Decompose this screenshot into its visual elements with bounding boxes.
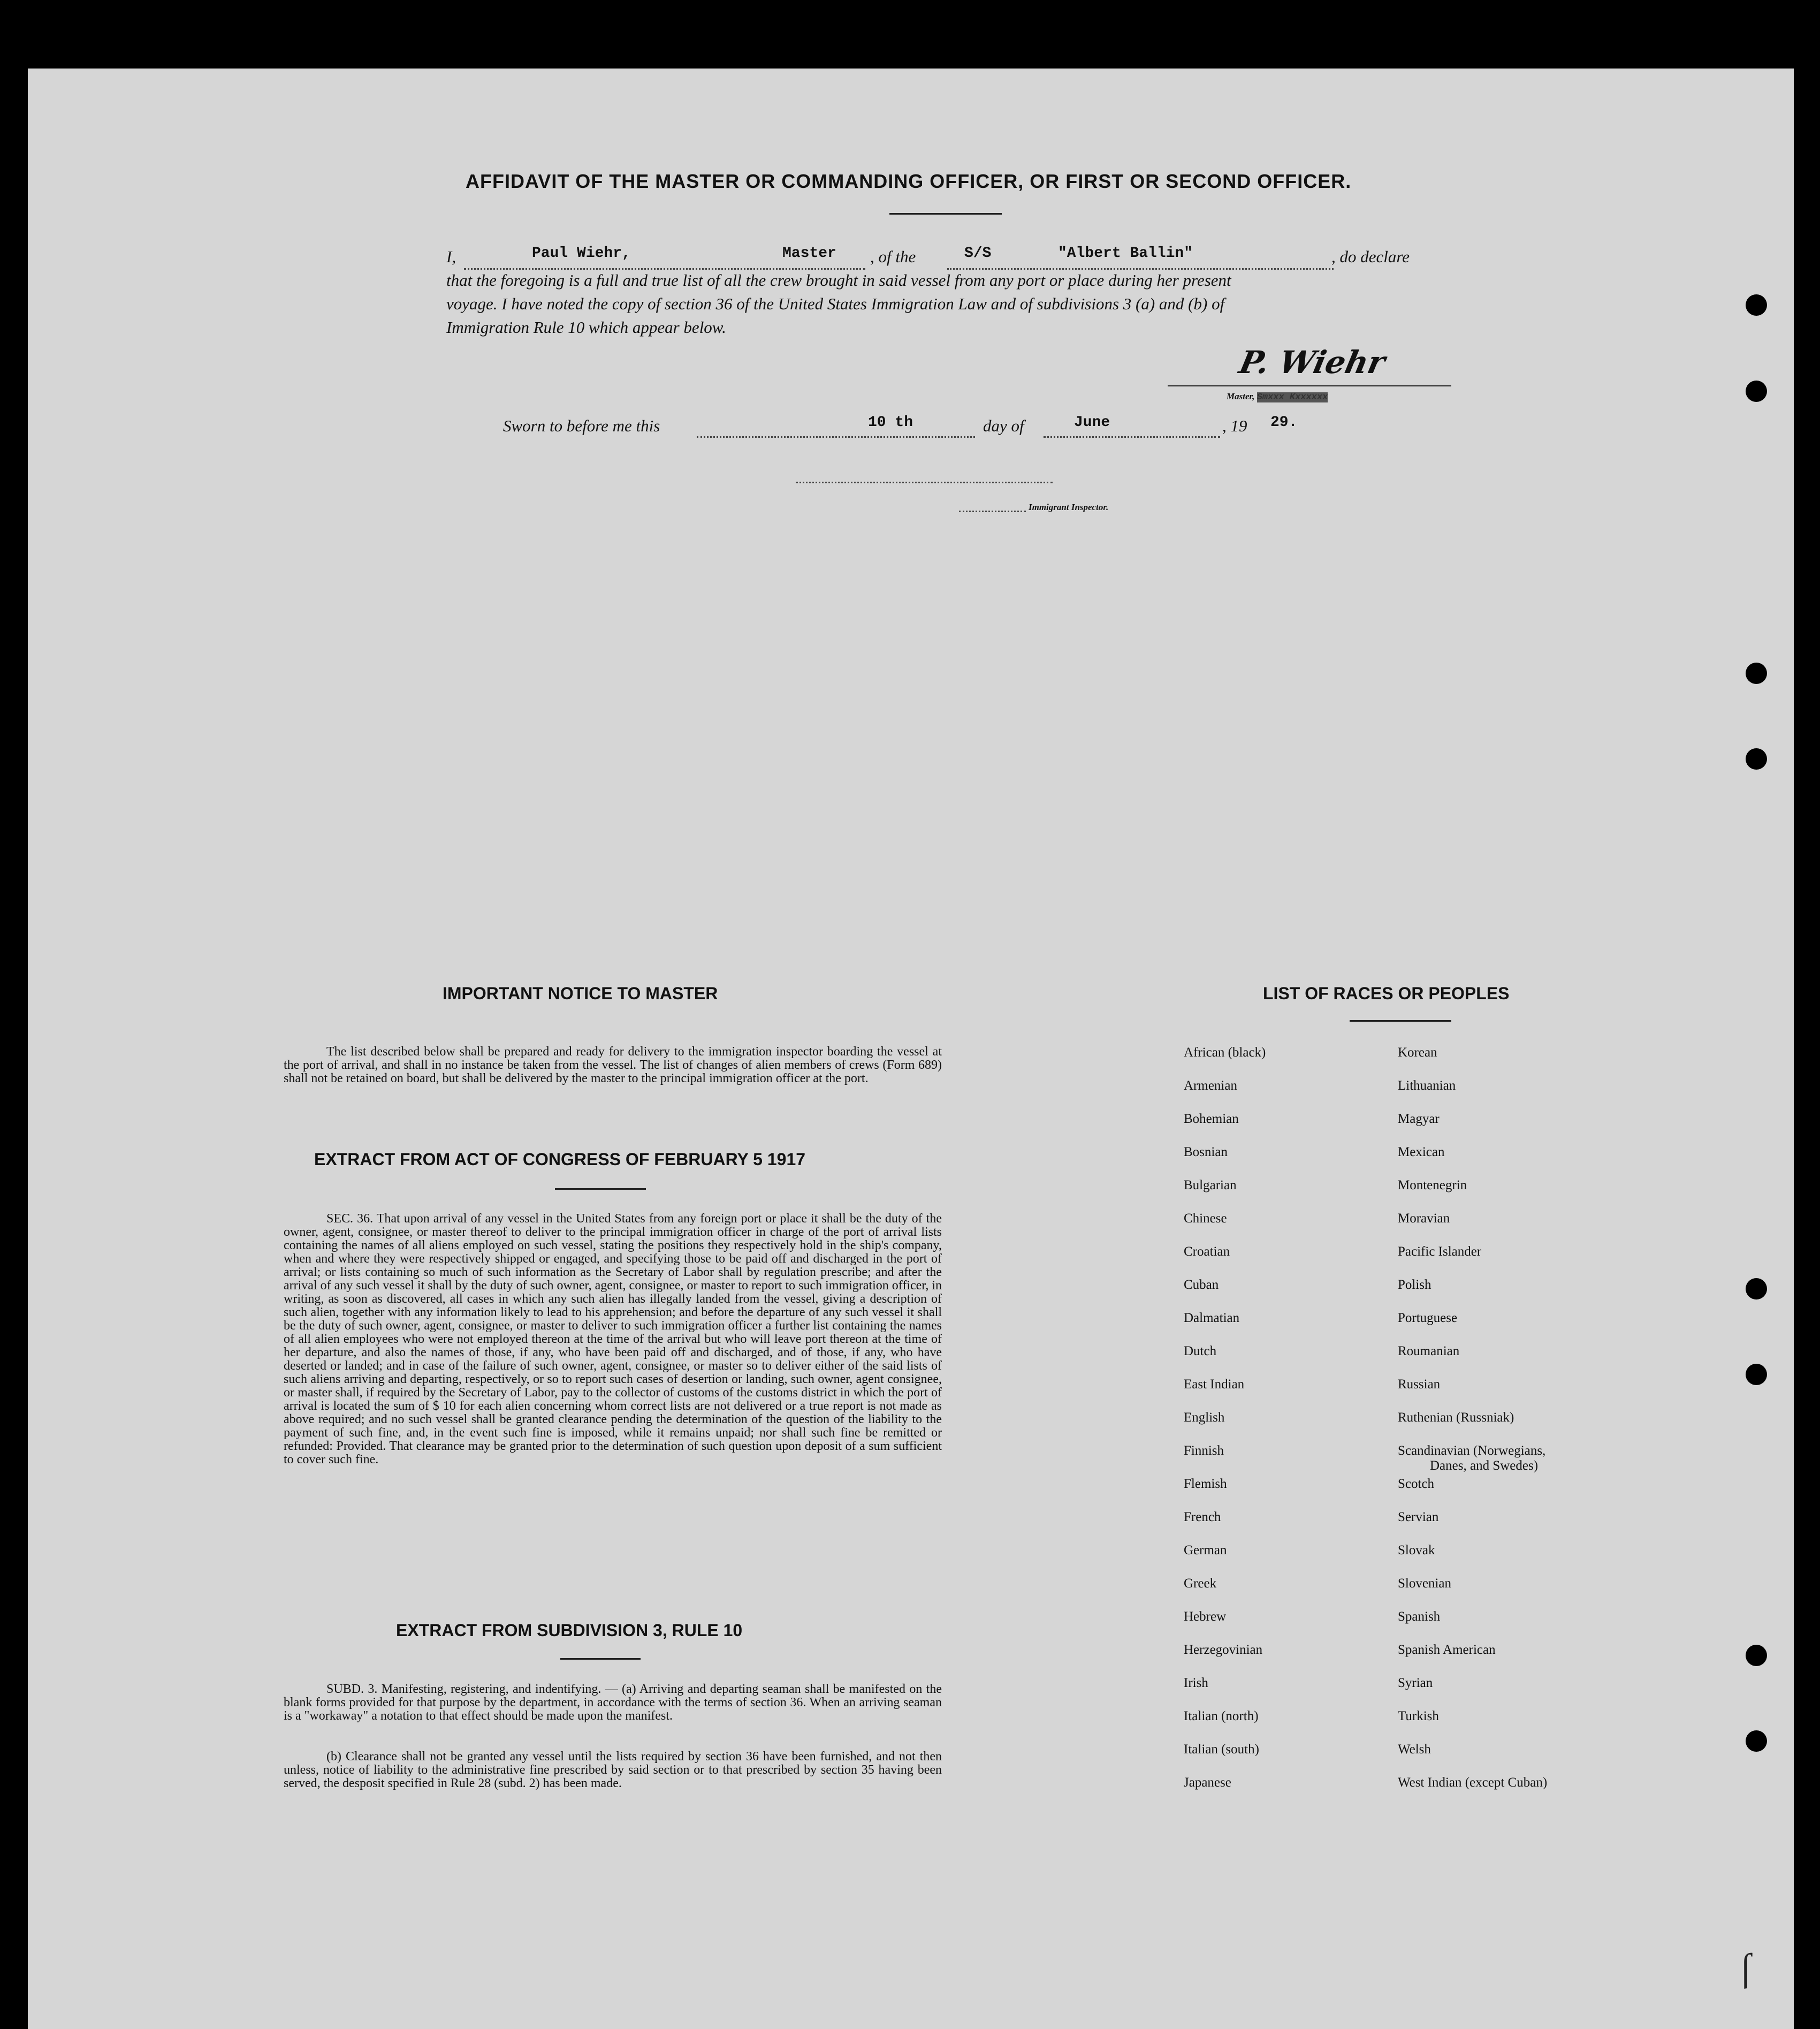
race-item: Armenian [1184, 1078, 1237, 1093]
year-suffix-field: 29. [1270, 414, 1298, 431]
affidavit-line-2: that the foregoing is a full and true list of all the crew brought in said vessel from any port or place during her present [446, 271, 1231, 290]
race-item: Chinese [1184, 1211, 1227, 1226]
race-item: Scandinavian (Norwegians, [1398, 1443, 1546, 1458]
race-item: Bulgarian [1184, 1178, 1237, 1192]
day-of-label: day of [983, 416, 1024, 435]
races-right-column [1398, 1045, 1676, 1880]
race-item: Spanish [1398, 1609, 1441, 1624]
races-left-column [1184, 1045, 1387, 1880]
sworn-day-field: 10 th [868, 414, 913, 431]
rule-para-2: (b) Clearance shall not be granted any vessel until the lists required by section 36 have been furnished, and not then unless, notice of liability to the administrative fine prescribed by said section or to that prescribed by section 35 having been served, the desposit specified in Rule 28 (subd. 2) has been made. [284, 1750, 942, 1790]
signature-caption-struck: Smxxx Kxxxxxx [1257, 392, 1328, 402]
race-item: Moravian [1398, 1211, 1450, 1226]
race-item: Croatian [1184, 1244, 1230, 1259]
do-declare-label: , do declare [1331, 247, 1410, 266]
race-item: Montenegrin [1398, 1178, 1467, 1192]
race-item: West Indian (except Cuban) [1398, 1775, 1548, 1790]
act-text: SEC. 36. That upon arrival of any vessel in the United States from any foreign port or place it shall be the duty of the owner, agent, consignee, or master thereof to deliver to the principal immigration officer in charge of the port of arrival lists containing the names of all aliens employed on such vessel, stating the positions they respectively hold in the ship's company, when and where they were respectively shipped or engaged, and specifying those to be paid off and discharged in the port of arrival; or lists containing so much of such information as the Secretary of Labor shall by regulation prescribe; and after the arrival of any such vessel it shall by the duty of such owner, agent, consignee, or master to report to such immigration officer, in writing, as soon as discovered, all cases in which any such alien has illegally landed from the vessel, giving a description of such alien, together with any information likely to lead to his apprehension; and before the departure of any such vessel it shall be the duty of such owner, agent, consignee, or master to deliver to such immigration officer a further list containing the names of all alien employees who were not employed thereon at the time of the arrival but who will leave port thereon at the time of her departure, and also the names of those, if any, who have been paid off and discharged, and of those, if any, who have deserted or landed; and in case of the failure of such owner, agent, consignee, or master so to deliver either of the said lists of such aliens arriving and departing, respectively, or so to report such cases of desertion or landing, such owner, agent consignee, or master shall, if required by the Secretary of Labor, pay to the collector of customs of the customs district in which the port of arrival is located the sum of $ 10 for each alien concerning whom correct lists are not delivered or a true report is not made as above required; and no such vessel shall be granted clearance pending the determination of the question of the liability to the payment of such fine, and, in the event such fine is imposed, while it remains unpaid; nor shall such fine be remitted or refunded: Provided. That clearance may be granted prior to the determination of such question upon deposit of a sum sufficient to cover such fine. [284, 1212, 942, 1466]
sworn-day-dotted-line [697, 436, 975, 438]
rule-para-1: SUBD. 3. Manifesting, registering, and indentifying. — (a) Arriving and departing seaman shall be manifested on the blank forms provided for that purpose by the department, in accordance with the terms of section 36. When an arriving seaman is a "workaway" a notation to that effect should be made upon the manifest. [284, 1682, 942, 1723]
sworn-month-dotted-line [1044, 436, 1220, 438]
sworn-label: Sworn to before me this [503, 416, 660, 435]
punch-hole [1746, 294, 1767, 316]
race-item: Dalmatian [1184, 1311, 1240, 1325]
race-item: Turkish [1398, 1709, 1439, 1723]
race-item: Roumanian [1398, 1344, 1460, 1358]
race-item: English [1184, 1410, 1225, 1425]
race-item: Slovak [1398, 1543, 1435, 1557]
punch-hole [1746, 663, 1767, 684]
punch-hole [1746, 1278, 1767, 1300]
race-item: Polish [1398, 1278, 1431, 1292]
master-signature: P. Wiehr [1236, 344, 1389, 381]
race-item: Ruthenian (Russniak) [1398, 1410, 1514, 1425]
race-item: Bosnian [1184, 1145, 1228, 1159]
races-title: LIST OF RACES OR PEOPLES [1263, 984, 1510, 1003]
race-item: Danes, and Swedes) [1430, 1458, 1539, 1473]
race-item: Flemish [1184, 1477, 1227, 1491]
vessel-prefix-field: S/S [964, 245, 992, 262]
punch-hole [1746, 1364, 1767, 1385]
punch-hole [1746, 1730, 1767, 1752]
races-title-rule [1350, 1020, 1451, 1022]
race-item: Servian [1398, 1510, 1439, 1524]
race-item: Portuguese [1398, 1311, 1458, 1325]
race-item: French [1184, 1510, 1221, 1524]
race-item: Greek [1184, 1576, 1217, 1591]
race-item: Scotch [1398, 1477, 1435, 1491]
notice-text: The list described below shall be prepared and ready for delivery to the immigration inspector boarding the vessel at the port of arrival, and shall in no instance be taken from the vessel. The list of changes of alien members of crews (Form 689) shall not be retained on board, but shall be delivered by the master to the principal immigration officer at the port. [284, 1045, 942, 1085]
act-title: EXTRACT FROM ACT OF CONGRESS OF FEBRUARY 5 1917 [314, 1150, 806, 1169]
race-item: Spanish American [1398, 1643, 1496, 1657]
race-item: Lithuanian [1398, 1078, 1456, 1093]
rule-title-rule [560, 1658, 641, 1660]
rule-title: EXTRACT FROM SUBDIVISION 3, RULE 10 [396, 1621, 743, 1640]
race-item: Slovenian [1398, 1576, 1451, 1591]
rank-field: Master [782, 245, 836, 262]
punch-hole [1746, 748, 1767, 770]
race-item: Japanese [1184, 1775, 1231, 1790]
race-item: Finnish [1184, 1443, 1224, 1458]
of-the-label: , of the [870, 247, 916, 266]
sworn-month-field: June [1074, 414, 1110, 431]
affidavit-title: AFFIDAVIT OF THE MASTER OR COMMANDING OFFICER, OR FIRST OR SECOND OFFICER. [466, 170, 1352, 192]
race-item: Welsh [1398, 1742, 1431, 1757]
document-page [28, 69, 1794, 2029]
year-prefix-label: , 19 [1222, 416, 1247, 435]
inspector-signature-line [796, 482, 1053, 483]
race-item: Italian (south) [1184, 1742, 1259, 1757]
race-item: Pacific Islander [1398, 1244, 1482, 1259]
punch-hole [1746, 381, 1767, 402]
race-item: Korean [1398, 1045, 1437, 1060]
race-item: Magyar [1398, 1112, 1440, 1126]
punch-hole [1746, 1645, 1767, 1666]
signature-caption-master: Master, [1227, 391, 1257, 401]
notice-title: IMPORTANT NOTICE TO MASTER [443, 984, 718, 1003]
race-item: Irish [1184, 1676, 1208, 1690]
signature-caption [1227, 391, 1328, 402]
race-item: Hebrew [1184, 1609, 1227, 1624]
race-item: Cuban [1184, 1278, 1219, 1292]
affidavit-line-3: voyage. I have noted the copy of section 36 of the United States Immigration Law and of subdivisions 3 (a) and (b) of [446, 294, 1225, 313]
vessel-name-field: "Albert Ballin" [1058, 245, 1193, 262]
master-name-field: Paul Wiehr, [532, 245, 631, 262]
act-title-rule [555, 1188, 646, 1190]
race-item: Dutch [1184, 1344, 1217, 1358]
title-rule [889, 213, 1002, 215]
inspector-label: Immigrant Inspector. [1029, 502, 1109, 512]
race-item: Italian (north) [1184, 1709, 1259, 1723]
race-item: Russian [1398, 1377, 1441, 1392]
corner-handwritten-mark: ſ [1737, 1947, 1754, 1990]
race-item: East Indian [1184, 1377, 1245, 1392]
race-item: Mexican [1398, 1145, 1445, 1159]
affidavit-line-4: Immigration Rule 10 which appear below. [446, 318, 726, 337]
race-item: Syrian [1398, 1676, 1433, 1690]
affidavit-i-label: I, [446, 247, 456, 266]
race-item: African (black) [1184, 1045, 1266, 1060]
race-item: German [1184, 1543, 1227, 1557]
signature-rule [1168, 385, 1451, 386]
race-item: Bohemian [1184, 1112, 1239, 1126]
inspector-short-line [959, 511, 1026, 512]
race-item: Herzegovinian [1184, 1643, 1263, 1657]
